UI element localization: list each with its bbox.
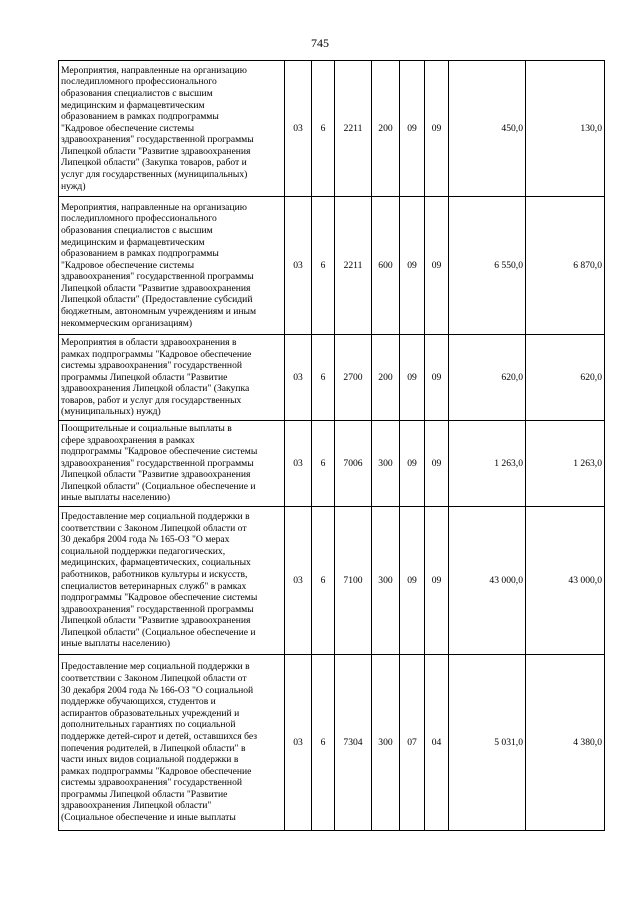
row-description-text: Мероприятия в области здравоохранения в рамках подпрограммы "Кадровое обеспечение системы здравоохранения" государственной программы Липецкой области "Развитие здравоохранения Липецкой области" (Закупка товаров, работ и услуг для государственных (муниципальных) нужд)	[61, 336, 252, 418]
budget-table	[58, 60, 605, 831]
code-cell-text: 6	[320, 574, 326, 586]
code-cell	[285, 335, 312, 421]
amount-cell-text: 620,0	[580, 371, 602, 383]
page-number: 745	[311, 36, 329, 50]
amount-cell-text: 5 031,0	[494, 736, 523, 748]
code-cell	[372, 335, 400, 421]
row-description-text: Мероприятия, направленные на организацию последипломного профессионального образования специалистов с высшим медицинским и фармацевтическим образованием в рамках подпрограммы "Кадровое обеспечение системы здравоохранения" государственной программы Липецкой области "Развитие здравоохранения Липецкой области" (Предоставление субсидий бюджетным, автономным учреждениям и иным некоммерческим организациям)	[61, 201, 257, 329]
code-cell	[400, 421, 425, 507]
code-cell	[400, 335, 425, 421]
code-cell-text: 09	[407, 259, 417, 271]
code-cell	[372, 61, 400, 197]
code-cell-text: 7304	[343, 736, 363, 748]
row-description	[59, 335, 285, 421]
code-cell	[312, 507, 335, 655]
code-cell-text: 09	[431, 457, 442, 469]
code-cell	[285, 655, 312, 831]
code-cell	[400, 655, 425, 831]
code-cell-text: 03	[293, 574, 303, 586]
code-cell-text: 2211	[343, 259, 363, 271]
code-cell	[335, 421, 372, 507]
table-body	[59, 61, 605, 831]
amount-cell-text: 43 000,0	[568, 574, 602, 586]
code-cell	[400, 197, 425, 335]
row-description-text: Мероприятия, направленные на организацию последипломного профессионального образования специалистов с высшим медицинским и фармацевтическим образованием в рамках подпрограммы "Кадровое обеспечение системы здравоохранения" государственной программы Липецкой области "Развитие здравоохранения Липецкой области" (Закупка товаров, работ и услуг для государственных (муниципальных) нужд)	[61, 64, 254, 192]
code-cell	[312, 61, 335, 197]
amount-cell-text: 1 263,0	[494, 457, 523, 469]
amount-cell-text: 620,0	[501, 371, 523, 383]
code-cell-text: 6	[320, 457, 326, 469]
amount-cell	[526, 421, 605, 507]
code-cell	[285, 507, 312, 655]
row-description	[59, 197, 285, 335]
code-cell	[312, 197, 335, 335]
code-cell	[335, 335, 372, 421]
row-description-text: Предоставление мер социальной поддержки в соответствии с Законом Липецкой области от 30 декабря 2004 года № 165-ОЗ "О мерах социальной поддержки педагогических, медицинских, фармацевтических, социальных работников, работников культуры и искусств, специалистов ветеринарных служб" в рамках подпрограммы "Кадровое обеспечение системы здравоохранения" государственной программы Липецкой области "Развитие здравоохранения Липецкой области" (Социальное обеспечение и иные выплаты населению)	[61, 510, 258, 650]
code-cell	[312, 335, 335, 421]
code-cell-text: 03	[293, 371, 303, 383]
code-cell-text: 7100	[343, 574, 363, 586]
amount-cell	[449, 655, 526, 831]
code-cell-text: 6	[320, 736, 326, 748]
row-description-text: Поощрительные и социальные выплаты в сфере здравоохранения в рамках подпрограммы "Кадровое обеспечение системы здравоохранения" государственной программы Липецкой области "Развитие здравоохранения Липецкой области" (Социальное обеспечение и иные выплаты населению)	[61, 422, 258, 504]
code-cell	[372, 507, 400, 655]
code-cell-text: 07	[407, 736, 417, 748]
amount-cell	[526, 61, 605, 197]
amount-cell	[526, 655, 605, 831]
amount-cell-text: 130,0	[580, 122, 602, 134]
amount-cell	[449, 507, 526, 655]
amount-cell	[526, 507, 605, 655]
table-row	[59, 507, 605, 655]
table-row	[59, 655, 605, 831]
code-cell-text: 09	[431, 574, 442, 586]
code-cell	[285, 421, 312, 507]
table-row	[59, 421, 605, 507]
code-cell	[335, 61, 372, 197]
code-cell	[400, 61, 425, 197]
code-cell-text: 6	[320, 371, 326, 383]
code-cell	[285, 197, 312, 335]
code-cell	[425, 507, 449, 655]
code-cell-text: 6	[320, 259, 326, 271]
code-cell-text: 6	[320, 122, 326, 134]
code-cell-text: 2700	[343, 371, 363, 383]
code-cell-text: 200	[378, 371, 393, 383]
code-cell-text: 600	[378, 259, 393, 271]
code-cell	[335, 655, 372, 831]
amount-cell-text: 6 870,0	[573, 259, 602, 271]
code-cell-text: 09	[431, 371, 442, 383]
code-cell	[312, 655, 335, 831]
row-description	[59, 421, 285, 507]
code-cell	[372, 421, 400, 507]
code-cell-text: 09	[431, 259, 442, 271]
amount-cell	[449, 421, 526, 507]
code-cell-text: 09	[431, 122, 442, 134]
table-row	[59, 61, 605, 197]
row-description	[59, 61, 285, 197]
amount-cell-text: 4 380,0	[573, 736, 602, 748]
code-cell	[425, 335, 449, 421]
code-cell-text: 7006	[343, 457, 363, 469]
code-cell-text: 300	[378, 457, 393, 469]
code-cell-text: 300	[378, 736, 393, 748]
code-cell-text: 03	[293, 736, 303, 748]
amount-cell	[449, 335, 526, 421]
code-cell-text: 200	[378, 122, 393, 134]
code-cell-text: 09	[407, 574, 417, 586]
table-row	[59, 197, 605, 335]
code-cell	[400, 507, 425, 655]
amount-cell	[449, 197, 526, 335]
code-cell-text: 2211	[343, 122, 363, 134]
amount-cell-text: 450,0	[501, 122, 523, 134]
amount-cell-text: 1 263,0	[573, 457, 602, 469]
code-cell-text: 300	[378, 574, 393, 586]
code-cell	[372, 655, 400, 831]
amount-cell-text: 6 550,0	[494, 259, 523, 271]
code-cell	[425, 655, 449, 831]
row-description	[59, 507, 285, 655]
code-cell	[285, 61, 312, 197]
code-cell	[425, 197, 449, 335]
code-cell	[425, 421, 449, 507]
code-cell	[335, 197, 372, 335]
code-cell	[372, 197, 400, 335]
row-description-text: Предоставление мер социальной поддержки в соответствии с Законом Липецкой области от 30 декабря 2004 года № 166-ОЗ "О социальной поддержке обучающихся, студентов и аспирантов образовательных учреждений и дополнительных гарантиях по социальной поддержке детей-сирот и детей, оставшихся без попечения родителей, в Липецкой области" в части иных видов социальной поддержки в рамках подпрограммы "Кадровое обеспечение системы здравоохранения" государственной программы Липецкой области "Развитие здравоохранения Липецкой области" (Социальное обеспечение и иные выплаты	[61, 661, 258, 824]
amount-cell	[526, 335, 605, 421]
amount-cell	[526, 197, 605, 335]
code-cell-text: 03	[293, 259, 303, 271]
code-cell-text: 09	[407, 457, 417, 469]
code-cell	[312, 421, 335, 507]
code-cell	[335, 507, 372, 655]
row-description	[59, 655, 285, 831]
amount-cell-text: 43 000,0	[489, 574, 523, 586]
code-cell-text: 04	[431, 736, 442, 748]
code-cell-text: 09	[407, 371, 417, 383]
code-cell-text: 09	[407, 122, 417, 134]
code-cell-text: 03	[293, 122, 303, 134]
amount-cell	[449, 61, 526, 197]
table-row	[59, 335, 605, 421]
code-cell	[425, 61, 449, 197]
code-cell-text: 03	[293, 457, 303, 469]
